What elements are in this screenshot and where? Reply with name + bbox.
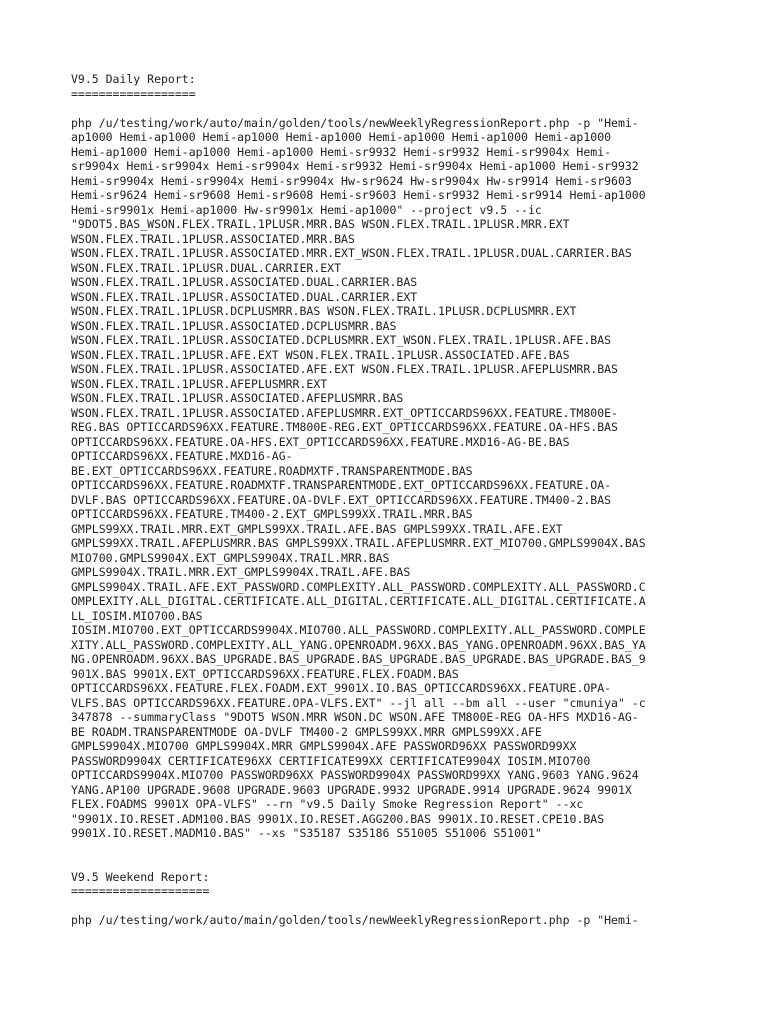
- text-line: 347878 --summaryClass "9DOT5 WSON.MRR WSON.DC WSON.AFE TM800E-REG OA-HFS MXD16-AG-: [71, 710, 639, 724]
- text-line: WSON.FLEX.TRAIL.1PLUSR.AFE.EXT WSON.FLEX.TRAIL.1PLUSR.ASSOCIATED.AFE.BAS: [71, 347, 570, 362]
- text-line: GMPLS9904X.TRAIL.AFE.EXT_PASSWORD.COMPLEXITY.ALL_PASSWORD.COMPLEXITY.ALL_PASSWORD.C: [71, 579, 646, 594]
- text-line: WSON.FLEX.TRAIL.1PLUSR.ASSOCIATED.DCPLUSMRR.BAS: [71, 318, 397, 333]
- text-line: OPTICCARDS96XX.FEATURE.MXD16-AG-: [71, 449, 293, 463]
- text-line: WSON.FLEX.TRAIL.1PLUSR.ASSOCIATED.DUAL.CARRIER.EXT: [71, 289, 418, 304]
- text-line: OPTICCARDS96XX.FEATURE.ROADMXTF.TRANSPARENTMODE.EXT_OPTICCARDS96XX.FEATURE.OA-: [71, 478, 612, 492]
- text-line: WSON.FLEX.TRAIL.1PLUSR.ASSOCIATED.DUAL.CARRIER.BAS: [71, 275, 418, 289]
- text-line: OPTICCARDS96XX.FEATURE.OA-HFS.EXT_OPTICCARDS96XX.FEATURE.MXD16-AG-BE.BAS: [71, 434, 570, 449]
- text-line: GMPLS99XX.TRAIL.MRR.EXT_GMPLS99XX.TRAIL.AFE.BAS GMPLS99XX.TRAIL.AFE.EXT: [71, 521, 563, 536]
- text-line: Hemi-sr9904x Hemi-sr9904x Hemi-sr9904x Hw-sr9624 Hw-sr9904x Hw-sr9914 Hemi-sr9603: [71, 173, 632, 188]
- text-line: WSON.FLEX.TRAIL.1PLUSR.AFEPLUSMRR.EXT: [71, 376, 328, 391]
- text-line: VLFS.BAS OPTICCARDS96XX.FEATURE.OPA-VLFS.EXT" --jl all --bm all --user "cmuniya" -c: [71, 695, 646, 710]
- text-line: 9901X.IO.RESET.MADM10.BAS" --xs "S35187 S35186 S51005 S51006 S51001": [71, 826, 542, 840]
- text-line: OPTICCARDS9904X.MIO700 PASSWORD96XX PASSWORD9904X PASSWORD99XX YANG.9603 YANG.9624: [71, 768, 639, 782]
- text-line: php /u/testing/work/auto/main/golden/tools/newWeeklyRegressionReport.php -p "Hemi-: [71, 913, 639, 927]
- text-line: NG.OPENROADM.96XX.BAS_UPGRADE.BAS_UPGRADE.BAS_UPGRADE.BAS_UPGRADE.BAS_UPGRADE.BAS_9: [71, 652, 646, 666]
- text-line: PASSWORD9904X CERTIFICATE96XX CERTIFICATE99XX CERTIFICATE9904X IOSIM.MIO700: [71, 753, 591, 768]
- text-line: WSON.FLEX.TRAIL.1PLUSR.ASSOCIATED.AFEPLUSMRR.EXT_OPTICCARDS96XX.FEATURE.TM800E-: [71, 405, 618, 420]
- text-line: V9.5 Daily Report:: [71, 72, 196, 86]
- text-line: WSON.FLEX.TRAIL.1PLUSR.DUAL.CARRIER.EXT: [71, 260, 342, 275]
- text-line: WSON.FLEX.TRAIL.1PLUSR.ASSOCIATED.AFE.EXT WSON.FLEX.TRAIL.1PLUSR.AFEPLUSMRR.BAS: [71, 362, 618, 376]
- text-line: php /u/testing/work/auto/main/golden/tools/newWeeklyRegressionReport.php -p "Hemi-: [71, 115, 639, 130]
- text-line: GMPLS99XX.TRAIL.AFEPLUSMRR.BAS GMPLS99XX.TRAIL.AFEPLUSMRR.EXT_MIO700.GMPLS9904X.BAS: [71, 536, 646, 550]
- text-line: "9DOT5.BAS_WSON.FLEX.TRAIL.1PLUSR.MRR.BAS WSON.FLEX.TRAIL.1PLUSR.MRR.EXT: [71, 217, 570, 231]
- blank-line: [71, 101, 711, 116]
- text-line: Hemi-ap1000 Hemi-ap1000 Hemi-ap1000 Hemi-sr9932 Hemi-sr9932 Hemi-sr9904x Hemi-: [71, 144, 612, 159]
- text-line: Hemi-sr9901x Hemi-ap1000 Hw-sr9901x Hemi-ap1000" --project v9.5 --ic: [71, 202, 542, 217]
- text-line: sr9904x Hemi-sr9904x Hemi-sr9904x Hemi-sr9932 Hemi-sr9904x Hemi-ap1000 Hemi-sr9932: [71, 159, 639, 173]
- blank-line: [71, 899, 711, 914]
- text-line: WSON.FLEX.TRAIL.1PLUSR.ASSOCIATED.AFEPLUSMRR.BAS: [71, 391, 404, 405]
- text-line: BE.EXT_OPTICCARDS96XX.FEATURE.ROADMXTF.TRANSPARENTMODE.BAS: [71, 463, 473, 478]
- text-line: DVLF.BAS OPTICCARDS96XX.FEATURE.OA-DVLF.EXT_OPTICCARDS96XX.FEATURE.TM400-2.BAS: [71, 492, 612, 507]
- text-line: BE ROADM.TRANSPARENTMODE OA-DVLF TM400-2 GMPLS99XX.MRR GMPLS99XX.AFE: [71, 724, 542, 739]
- text-line: V9.5 Weekend Report:: [71, 869, 210, 884]
- text-line: OPTICCARDS96XX.FEATURE.TM400-2.EXT_GMPLS99XX.TRAIL.MRR.BAS: [71, 507, 473, 521]
- text-line: WSON.FLEX.TRAIL.1PLUSR.ASSOCIATED.DCPLUSMRR.EXT_WSON.FLEX.TRAIL.1PLUSR.AFE.BAS: [71, 333, 612, 347]
- text-line: 901X.BAS 9901X.EXT_OPTICCARDS96XX.FEATURE.FLEX.FOADM.BAS: [71, 666, 459, 681]
- text-line: ==================: [71, 86, 196, 101]
- text-line: OPTICCARDS96XX.FEATURE.FLEX.FOADM.EXT_9901X.IO.BAS_OPTICCARDS96XX.FEATURE.OPA-: [71, 681, 612, 695]
- text-line: XITY.ALL_PASSWORD.COMPLEXITY.ALL_YANG.OPENROADM.96XX.BAS_YANG.OPENROADM.96XX.BAS_YA: [71, 637, 646, 652]
- text-line: REG.BAS OPTICCARDS96XX.FEATURE.TM800E-REG.EXT_OPTICCARDS96XX.FEATURE.OA-HFS.BAS: [71, 420, 618, 434]
- text-line: WSON.FLEX.TRAIL.1PLUSR.ASSOCIATED.MRR.EXT_WSON.FLEX.TRAIL.1PLUSR.DUAL.CARRIER.BAS: [71, 246, 632, 260]
- text-line: OMPLEXITY.ALL_DIGITAL.CERTIFICATE.ALL_DIGITAL.CERTIFICATE.ALL_DIGITAL.CERTIFICATE.A: [71, 594, 646, 608]
- text-line: WSON.FLEX.TRAIL.1PLUSR.ASSOCIATED.MRR.BAS: [71, 231, 355, 246]
- text-line: Hemi-sr9624 Hemi-sr9608 Hemi-sr9608 Hemi-sr9603 Hemi-sr9932 Hemi-sr9914 Hemi-ap1000: [71, 188, 646, 202]
- text-line: GMPLS9904X.TRAIL.MRR.EXT_GMPLS9904X.TRAIL.AFE.BAS: [71, 565, 411, 579]
- text-line: WSON.FLEX.TRAIL.1PLUSR.DCPLUSMRR.BAS WSON.FLEX.TRAIL.1PLUSR.DCPLUSMRR.EXT: [71, 304, 577, 318]
- text-line: IOSIM.MIO700.EXT_OPTICCARDS9904X.MIO700.ALL_PASSWORD.COMPLEXITY.ALL_PASSWORD.COMPLE: [71, 623, 646, 637]
- text-line: ====================: [71, 884, 210, 898]
- text-line: ap1000 Hemi-ap1000 Hemi-ap1000 Hemi-ap1000 Hemi-ap1000 Hemi-ap1000 Hemi-ap1000: [71, 130, 612, 144]
- blank-line: [71, 841, 711, 856]
- text-line: MIO700.GMPLS9904X.EXT_GMPLS9904X.TRAIL.MRR.BAS: [71, 550, 390, 565]
- text-line: LL_IOSIM.MIO700.BAS: [71, 608, 203, 623]
- text-line: YANG.AP100 UPGRADE.9608 UPGRADE.9603 UPGRADE.9932 UPGRADE.9914 UPGRADE.9624 9901X: [71, 782, 632, 797]
- text-line: "9901X.IO.RESET.ADM100.BAS 9901X.IO.RESET.AGG200.BAS 9901X.IO.RESET.CPE10.BAS: [71, 811, 605, 826]
- text-line: FLEX.FOADMS 9901X OPA-VLFS" --rn "v9.5 Daily Smoke Regression Report" --xc: [71, 797, 584, 811]
- document-text: [71, 72, 711, 928]
- blank-line: [71, 855, 711, 870]
- text-line: GMPLS9904X.MIO700 GMPLS9904X.MRR GMPLS9904X.AFE PASSWORD96XX PASSWORD99XX: [71, 739, 577, 753]
